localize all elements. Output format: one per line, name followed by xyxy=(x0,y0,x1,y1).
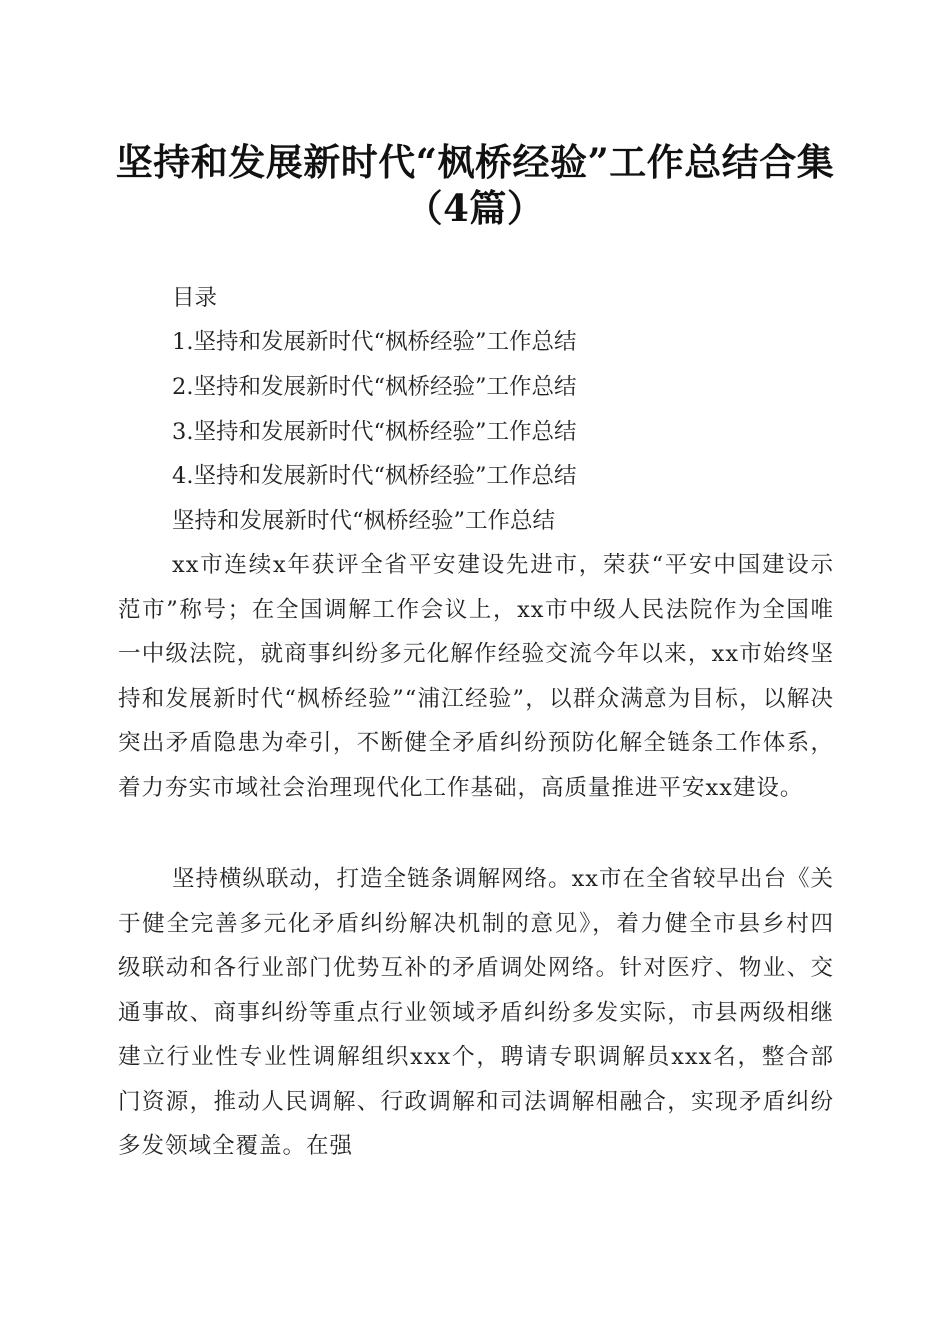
toc-item: 1.坚持和发展新时代“枫桥经验”工作总结 xyxy=(172,329,577,355)
toc-item: 2.坚持和发展新时代“枫桥经验”工作总结 xyxy=(172,374,577,400)
body-paragraph: xx市连续x年获评全省平安建设先进市，荣获“平安中国建设示范市”称号；在全国调解工作会议上，xx市中级人民法院作为全国唯一中级法院，就商事纠纷多元化解作经验交流今年以来，xx市始终坚持和发展新时代“枫桥经验”“浦江经验”，以群众满意为目标，以解决突出矛盾隐患为牵引，不断健全矛盾纠纷预防化解全链条工作体系，着力夯实市域社会治理现代化工作基础，高质量推进平安xx建设。 xyxy=(118,552,834,801)
body-paragraph: 坚持横纵联动，打造全链条调解网络。xx市在全省较早出台《关于健全完善多元化矛盾纠纷解决机制的意见》，着力健全市县乡村四级联动和各行业部门优势互补的矛盾调处网络。针对医疗、物业、交通事故、商事纠纷等重点行业领域矛盾纠纷多发实际，市县两级相继建立行业性专业性调解组织xxx个，聘请专职调解员xxx名，整合部门资源，推动人民调解、行政调解和司法调解相融合，实现矛盾纠纷多发领域全覆盖。在强 xyxy=(118,866,834,1159)
section-heading: 坚持和发展新时代“枫桥经验”工作总结 xyxy=(172,508,556,534)
toc-heading: 目录 xyxy=(172,285,218,311)
document-title-count: （4篇） xyxy=(405,186,545,230)
toc-item: 4.坚持和发展新时代“枫桥经验”工作总结 xyxy=(172,463,577,489)
toc-item: 3.坚持和发展新时代“枫桥经验”工作总结 xyxy=(172,419,577,445)
document-title: 坚持和发展新时代“枫桥经验”工作总结合集 xyxy=(115,140,835,184)
